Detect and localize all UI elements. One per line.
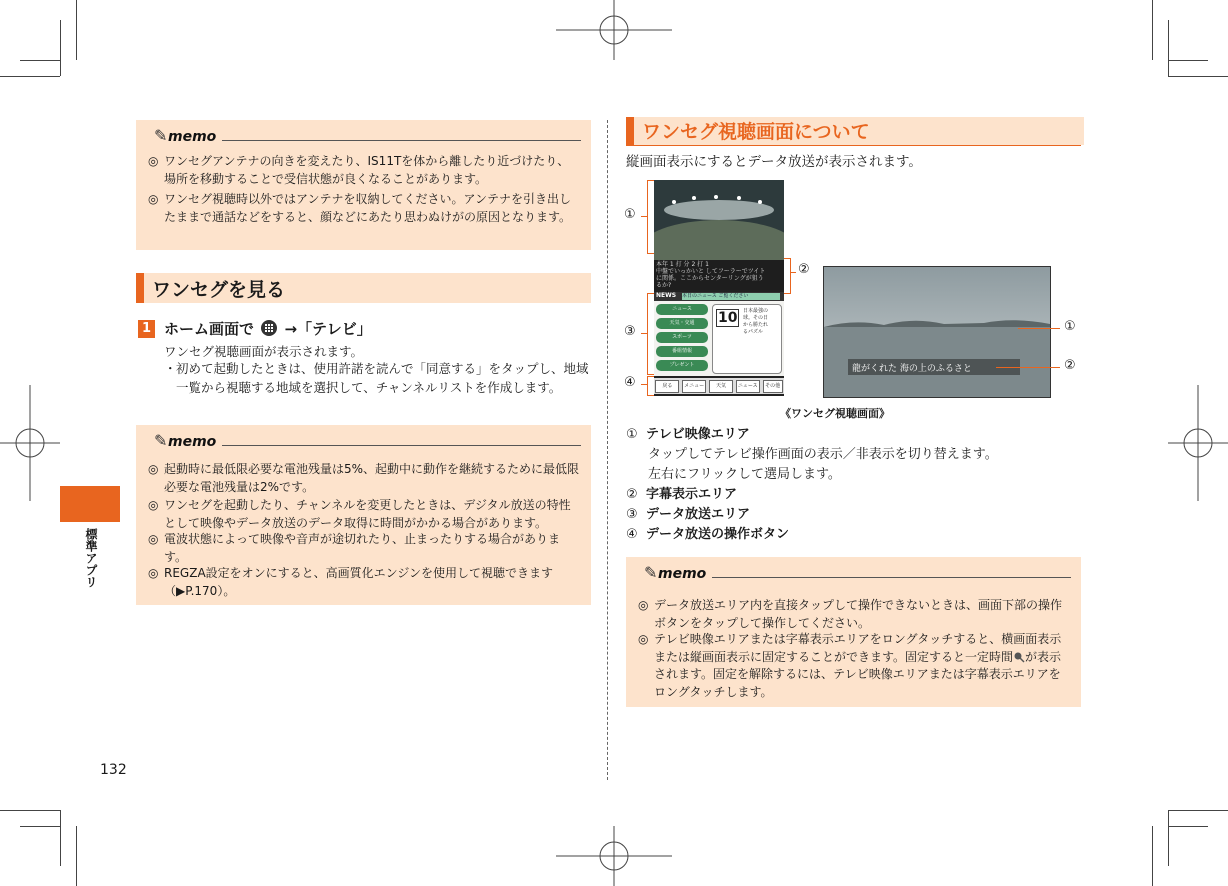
portrait-tv-screen [654,180,784,396]
data-button[interactable]: ニュース [736,380,760,393]
step-title-post: →「テレビ」 [284,320,372,338]
pencil-icon: ✎ [154,126,168,145]
bullet-mark: ・ [164,361,177,376]
memo-text-post: が表示されます。固定を解除するには、テレビ映像エリアまたは字幕表示エリアをロングタッチします。 [654,649,1062,699]
column-divider [607,120,608,780]
item-title: データ放送エリア [646,507,751,522]
section-title-text: ワンセグ視聴画面について [642,121,870,143]
step-title-pre: ホーム画面で [164,320,255,338]
intro-text: 縦画面表示にするとデータ放送が表示されます。 [626,154,922,170]
data-broadcast-area[interactable] [654,292,784,376]
callout-3: ③ [624,324,636,339]
data-menu-item[interactable]: 番組情報 [656,346,708,357]
item-title: データ放送の操作ボタン [646,527,790,542]
step-number: 1 [138,320,155,338]
memo-mark: ◎ [148,566,159,580]
memo-label: memo [168,434,217,450]
memo-item [148,191,581,245]
memo-mark: ◎ [148,154,159,168]
data-button-row [654,378,784,394]
item-mark: ① [626,427,638,442]
memo-text-pre: テレビ映像エリアまたは字幕表示エリアをロングタッチすると、横画面表示または縦画面表示に固定することができます。固定すると一定時間 [654,632,1062,664]
memo-box-2 [136,425,591,605]
subtitle-line: 中盤でいっかいと してフーラーでツイト [656,268,766,275]
section-title-watch [136,273,591,303]
pencil-icon: ✎ [644,563,658,582]
memo-box-3 [626,557,1081,707]
channel-number: 10 [718,310,738,326]
memo-item [638,631,1071,703]
item-title: テレビ映像エリア [646,427,750,442]
memo-text: ワンセグを起動したり、チャンネルを変更したときは、デジタル放送の特性として映像やデータ放送のデータ取得に時間がかかる場合があります。 [164,498,571,530]
list-item [626,505,1086,525]
side-tab-label: 標準アプリ [84,528,98,588]
memo-rule [222,140,581,141]
data-menu-item[interactable]: 天気・交通 [656,318,708,329]
memo-rule [712,577,1071,578]
memo-text: ワンセグ視聴時以外ではアンテナを収納してください。アンテナを引き出したままで通話などをすると、顔などにあたり思わぬけがの原因となります。 [164,192,572,224]
data-button[interactable]: メニュー [682,380,706,393]
stadium-image [654,180,784,260]
data-menu-item[interactable]: プレゼント [656,360,708,371]
memo-mark: ◎ [638,598,649,612]
memo-item [148,531,581,567]
data-menu-item[interactable]: スポーツ [656,332,708,343]
section-title-screen [626,117,1084,145]
memo-item [148,497,581,533]
callout-2: ② [1064,358,1076,373]
subtitle-line: に関係。ここからセンターリングが狙う [656,275,764,282]
list-item [626,525,1086,545]
memo-mark: ◎ [148,192,159,206]
pencil-icon: ✎ [154,431,168,450]
data-button[interactable]: 天気 [709,380,733,393]
memo-item [638,597,1071,633]
item-desc: タップしてテレビ操作画面の表示／非表示を切り替えます。 [648,447,998,462]
memo-header [640,563,1071,585]
figure-caption: 《ワンセグ視聴画面》 [780,407,890,420]
memo-header [150,431,581,453]
memo-item [148,153,581,189]
item-mark: ② [626,487,638,502]
page-number: 132 [100,762,127,778]
item-mark: ③ [626,507,638,522]
pin-icon [1013,651,1025,663]
bullet-text: 初めて起動したときは、使用許諾を読んで「同意する」をタップし、地域一覧から視聴する地域を選択して、チャンネルリストを作成します。 [176,361,589,395]
callout-4: ④ [624,375,636,390]
memo-item [148,461,581,497]
list-item [626,485,1086,505]
callout-1: ① [1064,319,1076,334]
app-grid-icon [261,320,277,336]
memo-mark: ◎ [148,462,159,476]
item-mark: ④ [626,527,638,542]
memo-text: ワンセグアンテナの向きを変えたり、IS11Tを体から離したり近づけたり、場所を移動することで受信状態が良くなることがあります。 [164,154,570,186]
memo-text: 起動時に最低限必要な電池残量は5%、起動中に動作を継続するために最低限必要な電池残量は2%です。 [164,462,580,494]
callout-2: ② [798,262,810,277]
memo-mark: ◎ [148,498,159,512]
list-item [626,425,1086,445]
subtitle-line: るか? [656,282,672,289]
memo-label: memo [168,129,217,145]
item-desc: 左右にフリックして選局します。 [648,467,841,482]
news-ticker: 本日のニュース ご覧ください [682,293,780,300]
memo-text: データ放送エリア内を直接タップして操作できないときは、画面下部の操作ボタンをタップして操作してください。 [654,598,1063,630]
memo-label: memo [658,566,707,582]
memo-text [654,631,1071,701]
memo-mark: ◎ [638,632,649,646]
callout-1: ① [624,207,636,222]
sea-image [824,267,1050,397]
memo-header [150,126,581,148]
landscape-tv-screen[interactable] [823,266,1051,398]
memo-rule [222,445,581,446]
subtitle-area [654,260,784,290]
side-tab [60,486,120,522]
landscape-subtitle: 龍がくれた 海の上のふるさと [852,364,972,374]
step-title [164,318,372,339]
landscape-subtitle-area[interactable] [848,359,1020,375]
memo-text: 電波状態によって映像や音声が途切れたり、止まったりする場合があります。 [164,532,561,564]
data-button[interactable]: その他 [763,380,783,393]
item-title: 字幕表示エリア [646,487,738,502]
item-list [626,425,1086,545]
step-description: ワンセグ視聴画面が表示されます。 [164,344,364,359]
memo-box-1 [136,120,591,250]
news-label: NEWS [656,292,677,299]
data-menu-item[interactable]: ニュース [656,304,708,315]
section-title-text: ワンセグを見る [152,279,286,301]
memo-item [148,565,581,601]
channel-panel [712,304,782,374]
memo-text: REGZA設定をオンにすると、高画質化エンジンを使用して視聴できます（▶P.170）。 [164,566,554,598]
memo-mark: ◎ [148,532,159,546]
subtitle-line: 本年 1 打 分 2 打 1 [656,261,709,268]
channel-info: 日本最強の 球。その日 から勝たれ るパズル [743,308,769,335]
section-underline [626,145,1081,146]
data-button[interactable]: 戻る [655,380,679,393]
